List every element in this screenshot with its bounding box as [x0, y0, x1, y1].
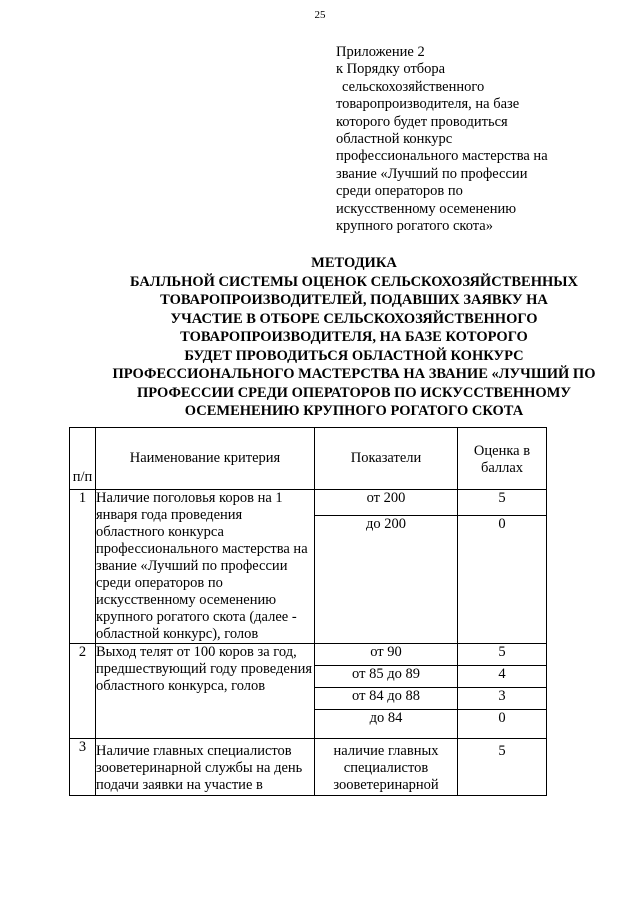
score-cell: 5: [458, 644, 547, 666]
table-row: [70, 644, 547, 666]
appendix-block: [336, 44, 586, 235]
row-num: 3: [70, 739, 96, 796]
header-name: Наименование критерия: [96, 428, 315, 490]
title-line: ПРОФЕССИИ СРЕДИ ОПЕРАТОРОВ ПО ИСКУССТВЕННОМУ: [136, 384, 572, 401]
title-line: МЕТОДИКА: [311, 255, 397, 271]
appendix-line: которого будет проводиться: [336, 113, 508, 130]
score-cell: 0: [458, 516, 547, 644]
row-num: 2: [70, 644, 96, 739]
appendix-line: крупного рогатого скота»: [336, 218, 493, 235]
appendix-line: среди операторов по: [336, 183, 463, 200]
table-row: [70, 739, 547, 796]
header-num: п/п: [70, 428, 96, 490]
appendix-line: областной конкурс: [336, 131, 453, 148]
indicator-cell: от 84 до 88: [315, 688, 458, 710]
title-line: УЧАСТИЕ В ОТБОРЕ СЕЛЬСКОХОЗЯЙСТВЕННОГО: [170, 310, 538, 327]
score-cell: 3: [458, 688, 547, 710]
indicator-cell: до 200: [315, 516, 458, 644]
title-line: ОСЕМЕНЕНИЮ КРУПНОГО РОГАТОГО СКОТА: [184, 403, 524, 419]
title-line: БУДЕТ ПРОВОДИТЬСЯ ОБЛАСТНОЙ КОНКУРС: [184, 347, 524, 364]
appendix-line: звание «Лучший по профессии: [336, 165, 528, 182]
title-line: БАЛЛЬНОЙ СИСТЕМЫ ОЦЕНОК СЕЛЬСКОХОЗЯЙСТВЕННЫХ: [130, 273, 578, 290]
header-indicators: Показатели: [315, 428, 458, 490]
indicator-cell: от 200: [315, 490, 458, 516]
document-title: [90, 254, 618, 421]
table-row: [70, 490, 547, 516]
row-num: 1: [70, 490, 96, 644]
indicator-cell: до 84: [315, 710, 458, 739]
title-line: ТОВАРОПРОИЗВОДИТЕЛЕЙ, ПОДАВШИХ ЗАЯВКУ НА: [160, 292, 548, 308]
table-header-row: [70, 428, 547, 490]
appendix-line: профессионального мастерства на: [336, 148, 548, 165]
score-cell: 4: [458, 666, 547, 688]
indicator-cell: от 85 до 89: [315, 666, 458, 688]
appendix-line: товаропроизводителя, на базе: [336, 96, 520, 113]
score-cell: 0: [458, 710, 547, 739]
indicator-cell: от 90: [315, 644, 458, 666]
page-number: 25: [314, 9, 326, 21]
score-cell: 5: [458, 490, 547, 516]
header-score: Оценка в баллах: [458, 428, 547, 490]
score-cell: 5: [458, 739, 547, 796]
criterion-name: Выход телят от 100 коров за год, предшествующий году проведения областного конкурса, голов: [96, 644, 315, 739]
appendix-line: Приложение 2: [336, 44, 425, 60]
appendix-line: к Порядку отбора: [336, 61, 446, 78]
appendix-line: сельскохозяйственного: [342, 78, 485, 95]
appendix-line: искусственному осеменению: [336, 200, 517, 217]
criterion-name: Наличие главных специалистов зооветеринарной службы на день подачи заявки на участие в: [96, 739, 315, 796]
criterion-name: Наличие поголовья коров на 1 января года проведения областного конкурса профессионального мастерства на звание «Лучший по профессии среди операторов по искусственному осеменению крупного рогатого скота (далее - областной конкурс), голов: [96, 490, 315, 644]
title-line: ТОВАРОПРОИЗВОДИТЕЛЯ, НА БАЗЕ КОТОРОГО: [180, 329, 528, 345]
criteria-table: [69, 427, 547, 796]
title-line: ПРОФЕССИОНАЛЬНОГО МАСТЕРСТВА НА ЗВАНИЕ «ЛУЧШИЙ ПО: [112, 366, 596, 382]
indicator-cell: наличие главных специалистов зооветеринарной: [315, 739, 458, 796]
